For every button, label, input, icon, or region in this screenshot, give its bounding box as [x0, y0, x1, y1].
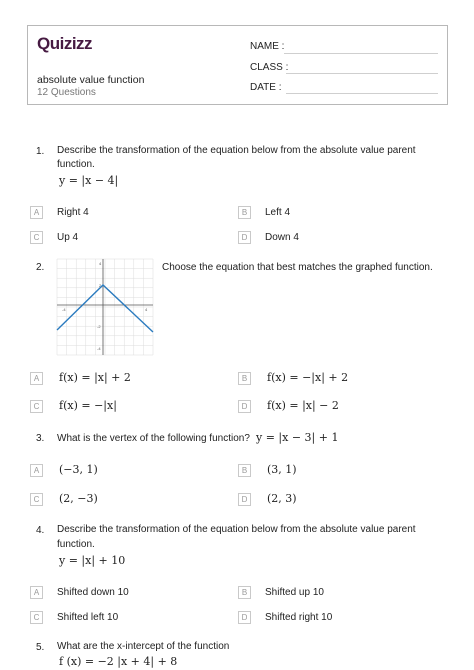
class-label: CLASS : [250, 62, 289, 73]
question-2-text: Choose the equation that best matches the graphed function. [162, 262, 433, 273]
date-label: DATE : [250, 82, 282, 93]
q4-option-c[interactable]: Shifted left 10 [57, 612, 119, 623]
question-2-number: 2. [36, 262, 45, 273]
x-tick-neg4: -4 [62, 307, 66, 312]
question-4-text-line2: function. [57, 539, 95, 550]
q2-option-b[interactable]: f(x) = −|x| + 2 [267, 371, 349, 384]
question-3-equation: y = |x − 3| + 1 [256, 431, 339, 444]
q1-option-a[interactable]: Right 4 [57, 207, 89, 218]
q1-option-c-box[interactable]: C [30, 231, 43, 244]
class-line[interactable] [286, 73, 438, 74]
q2-option-d-box[interactable]: D [238, 400, 251, 413]
question-5-equation: f (x) = −2 |x + 4| + 8 [59, 655, 178, 668]
question-2-graph [56, 258, 154, 356]
q4-option-b[interactable]: Shifted up 10 [265, 587, 324, 598]
q2-option-d[interactable]: f(x) = |x| − 2 [267, 399, 339, 412]
q1-option-a-box[interactable]: A [30, 206, 43, 219]
worksheet-title: absolute value function [37, 74, 145, 86]
question-5-number: 5. [36, 642, 45, 653]
q4-option-d-box[interactable]: D [238, 611, 251, 624]
q4-option-a-box[interactable]: A [30, 586, 43, 599]
y-tick-2: 2 [99, 283, 102, 288]
q3-option-b[interactable]: (3, 1) [267, 463, 297, 476]
q2-option-a-box[interactable]: A [30, 372, 43, 385]
name-label: NAME : [250, 41, 285, 52]
q2-option-b-box[interactable]: B [238, 372, 251, 385]
date-line[interactable] [286, 93, 438, 94]
q3-option-b-box[interactable]: B [238, 464, 251, 477]
q3-option-a-box[interactable]: A [30, 464, 43, 477]
question-4-number: 4. [36, 525, 45, 536]
graph-grid [57, 259, 153, 355]
q4-option-d[interactable]: Shifted right 10 [265, 612, 333, 623]
q1-option-d[interactable]: Down 4 [265, 232, 299, 243]
question-4-text-line1: Describe the transformation of the equation below from the absolute value parent [57, 524, 416, 535]
question-1-number: 1. [36, 146, 45, 157]
q3-option-d-box[interactable]: D [238, 493, 251, 506]
name-line[interactable] [284, 53, 438, 54]
question-1-equation: y = |x − 4| [59, 174, 119, 187]
question-count: 12 Questions [37, 87, 96, 98]
y-tick-neg2: -2 [97, 324, 101, 329]
q3-option-a[interactable]: (−3, 1) [59, 463, 98, 476]
y-tick-4: 4 [99, 261, 102, 266]
q3-option-d[interactable]: (2, 3) [267, 492, 297, 505]
q4-option-a[interactable]: Shifted down 10 [57, 587, 129, 598]
question-1-text-line2: function. [57, 159, 95, 170]
q4-option-b-box[interactable]: B [238, 586, 251, 599]
y-tick-neg4: -4 [97, 346, 101, 351]
q2-option-c-box[interactable]: C [30, 400, 43, 413]
q4-option-c-box[interactable]: C [30, 611, 43, 624]
q1-option-d-box[interactable]: D [238, 231, 251, 244]
x-tick-4: 4 [145, 307, 148, 312]
q1-option-b[interactable]: Left 4 [265, 207, 291, 218]
q3-option-c-box[interactable]: C [30, 493, 43, 506]
quizizz-logo: Quizizz [37, 34, 93, 53]
q2-option-a[interactable]: f(x) = |x| + 2 [59, 371, 131, 384]
question-5-text: What are the x-intercept of the function [57, 641, 230, 652]
question-3-text: What is the vertex of the following function? [57, 433, 250, 444]
q3-option-c[interactable]: (2, −3) [59, 492, 98, 505]
q1-option-b-box[interactable]: B [238, 206, 251, 219]
question-3-number: 3. [36, 433, 45, 444]
q2-option-c[interactable]: f(x) = −|x| [59, 399, 117, 412]
question-4-equation: y = |x| + 10 [59, 554, 126, 567]
question-1-text-line1: Describe the transformation of the equation below from the absolute value parent [57, 145, 416, 156]
q1-option-c[interactable]: Up 4 [57, 232, 79, 243]
